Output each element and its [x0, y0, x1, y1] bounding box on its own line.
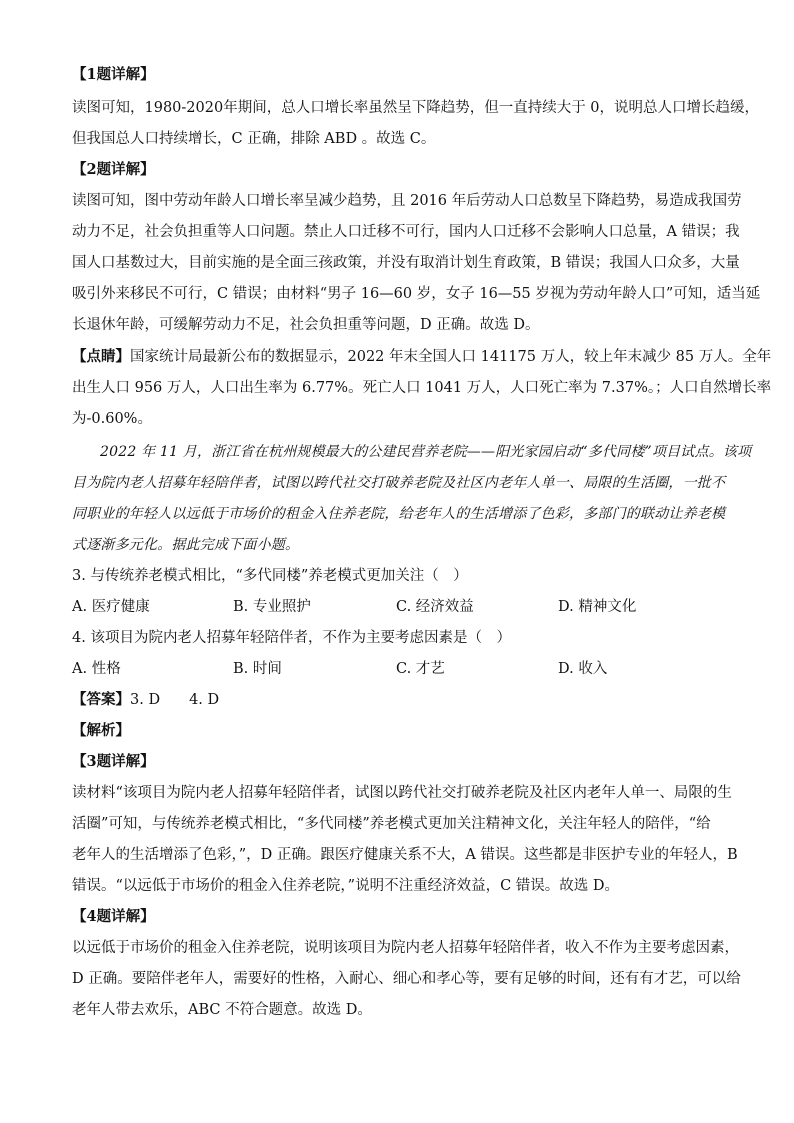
- q4-detail-line: 以远低于市场价的租金入住养老院，说明该项目为院内老人招募年轻陪伴者，收入不作为主要考虑因素，: [72, 940, 739, 956]
- q2-text-line: 长退休年龄，可缓解劳动力不足，社会负担重等问题，D 正确。故选 D。: [72, 317, 540, 333]
- q1-heading: 【1题详解】: [72, 66, 155, 83]
- material-line: 式逐渐多元化。据此完成下面小题。: [72, 537, 300, 553]
- q3-option-a: A. 医疗健康: [72, 599, 150, 615]
- material-line: 同职业的年轻人以远低于市场价的租金入住养老院，给老年人的生活增添了色彩，多部门的联动让养老模: [72, 506, 726, 522]
- q3-detail-line: 读材料“该项目为院内老人招募年轻陪伴者，试图以跨代社交打破养老院及社区内老年人单一、局限的生: [72, 785, 732, 801]
- q3-detail-line: 活圈”可知，与传统养老模式相比，“多代同楼”养老模式更加关注精神文化，关注年轻人的陪伴，“给: [72, 816, 711, 832]
- answer-line: [72, 689, 219, 711]
- tip-label: 【点睛】: [72, 348, 130, 365]
- q4-option-c: C. 才艺: [396, 661, 445, 677]
- q2-text-line: 动力不足，社会负担重等人口问题。禁止人口迁移不可行，国内人口迁移不会影响人口总量，A 错误；我: [72, 224, 740, 240]
- q1-text-line: 但我国总人口持续增长，C 正确，排除 ABD 。故选 C。: [72, 131, 436, 147]
- q2-text-line: 读图可知，图中劳动年龄人口增长率呈减少趋势，且 2016 年后劳动人口总数呈下降趋势，易造成我国劳: [72, 193, 742, 209]
- answer-value: 3. D 4. D: [130, 692, 220, 708]
- tip-line: [72, 346, 771, 368]
- material-line: 目为院内老人招募年轻陪伴者，试图以跨代社交打破养老院及社区内老年人单一、局限的生活圈，一批不: [72, 475, 726, 491]
- q2-text-line: 吸引外来移民不可行，C 错误；由材料“男子 16—60 岁，女子 16—55 岁视为劳动年龄人口”可知，适当延: [72, 286, 761, 302]
- q4-detail-line: D 正确。要陪伴老年人，需要好的性格，入耐心、细心和孝心等，要有足够的时间，还有有才艺，可以给: [72, 971, 741, 987]
- q4-detail-line: 老年人带去欢乐，ABC 不符合题意。故选 D。: [72, 1002, 372, 1018]
- q4-stem: 4. 该项目为院内老人招募年轻陪伴者，不作为主要考虑因素是（ ）: [72, 630, 511, 646]
- q3-detail-line: 错误。“以远低于市场价的租金入住养老院，”说明不注重经济效益，C 错误。故选 D。: [72, 878, 620, 894]
- q3-detail-heading: 【3题详解】: [72, 753, 155, 770]
- q4-option-d: D. 收入: [558, 661, 608, 677]
- analysis-heading: 【解析】: [72, 722, 130, 739]
- tip-text-line: 为-0.60%。: [72, 411, 152, 427]
- q3-option-d: D. 精神文化: [558, 599, 637, 615]
- q3-stem: 3. 与传统养老模式相比，“多代同楼”养老模式更加关注（ ）: [72, 568, 468, 584]
- q4-detail-heading: 【4题详解】: [72, 908, 155, 925]
- material-line: 2022 年 11 月，浙江省在杭州规模最大的公建民营养老院——阳光家园启动“多代同楼”项目试点。该项: [100, 444, 752, 460]
- q3-option-c: C. 经济效益: [396, 599, 474, 615]
- tip-text-line: 出生人口 956 万人，人口出生率为 6.77%。死亡人口 1041 万人，人口死亡率为 7.37%。；人口自然增长率: [72, 380, 772, 396]
- q3-option-b: B. 专业照护: [233, 599, 311, 615]
- answer-label: 【答案】: [72, 691, 130, 708]
- q4-option-b: B. 时间: [233, 661, 282, 677]
- q2-heading: 【2题详解】: [72, 161, 155, 178]
- q1-text-line: 读图可知，1980-2020年期间，总人口增长率虽然呈下降趋势，但一直持续大于 0，说明总人口增长趋缓，: [72, 100, 760, 116]
- q2-text-line: 国人口基数过大，目前实施的是全面三孩政策，并没有取消计划生育政策，B 错误；我国人口众多，大量: [72, 255, 740, 271]
- q4-option-a: A. 性格: [72, 661, 121, 677]
- tip-text: 国家统计局最新公布的数据显示，2022 年末全国人口 141175 万人，较上年末减少 85 万人。全年: [130, 349, 772, 365]
- q3-detail-line: 老年人的生活增添了色彩，”，D 正确。跟医疗健康关系不大，A 错误。这些都是非医护专业的年轻人，B: [72, 847, 738, 863]
